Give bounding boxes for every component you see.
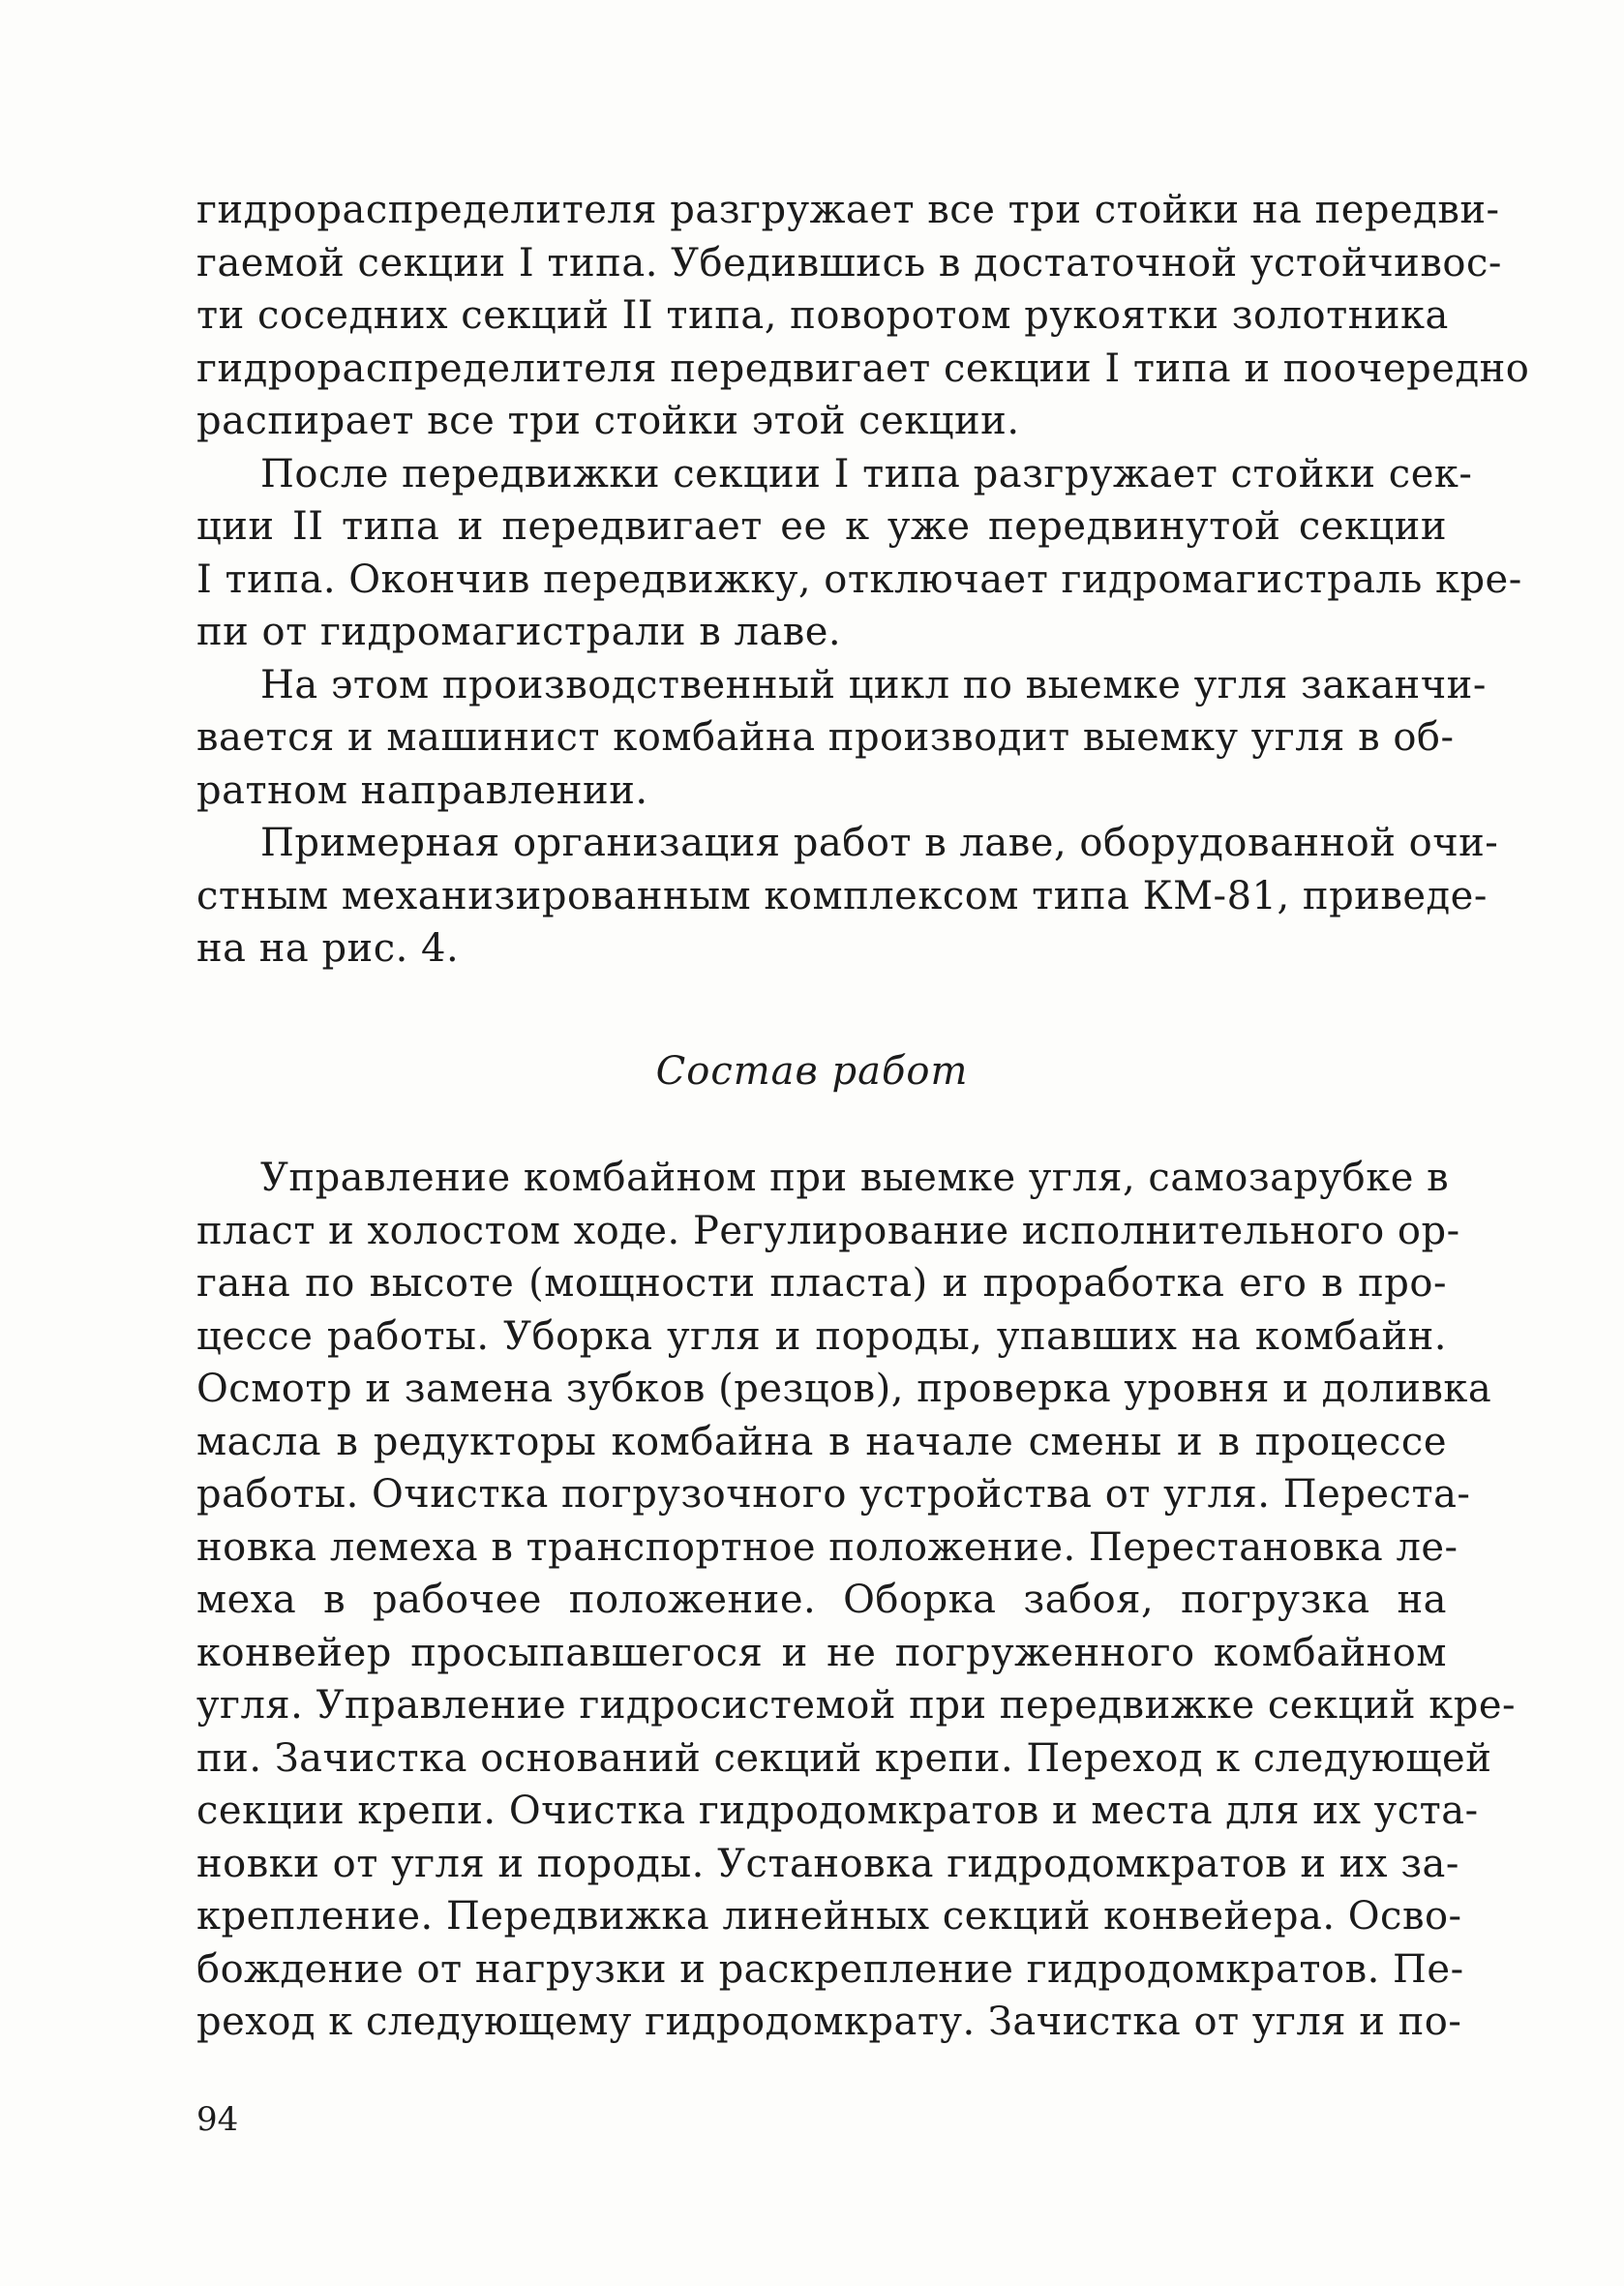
- text-line: секции крепи. Очистка гидродомкратов и места для их уста-: [196, 1789, 1479, 1833]
- text-line: бождение от нагрузки и раскрепление гидродомкратов. Пе-: [196, 1946, 1464, 1992]
- text-line: I типа. Окончив передвижку, отключает гидромагистраль кре-: [196, 556, 1522, 602]
- text-line: пласт и холостом ходе. Регулирование исполнительного ор-: [196, 1208, 1460, 1253]
- text-line: ратном направлении.: [196, 767, 648, 813]
- text-line: ти соседних секций II типа, поворотом рукоятки золотника: [196, 293, 1449, 338]
- text-line: пи. Зачистка оснований секций крепи. Переход к следующей: [196, 1735, 1492, 1781]
- text-line: гана по высоте (мощности пласта) и проработка его в про-: [196, 1261, 1447, 1306]
- text-line: работы. Очистка погрузочного устройства от угля. Переста-: [196, 1472, 1471, 1517]
- text-line: цессе работы. Уборка угля и породы, упавших на комбайн.: [196, 1313, 1447, 1359]
- text-line: реход к следующему гидродомкрату. Зачистка от угля и по-: [196, 2000, 1462, 2044]
- text-line: Примерная организация работ в лаве, оборудованной очи-: [260, 821, 1499, 865]
- text-line: гидрораспределителя передвигает секции I типа и поочередно: [196, 346, 1530, 391]
- text-line: меха в рабочее положение. Оборка забоя, погрузка на: [196, 1578, 1447, 1622]
- body-text-top: [196, 184, 1530, 976]
- text-line: После передвижки секции I типа разгружает стойки сек-: [260, 451, 1473, 496]
- text-line: на на рис. 4.: [196, 926, 460, 971]
- text-line: стным механизированным комплексом типа КМ-81, приведе-: [196, 873, 1488, 918]
- text-line: масла в редукторы комбайна в начале смены и в процессе: [196, 1419, 1447, 1464]
- text-line: Управление комбайном при выемке угля, самозарубке в: [260, 1156, 1450, 1200]
- section-heading: Состав работ: [655, 1049, 969, 1094]
- text-line: гаемой секции I типа. Убедившись в достаточной устойчивос-: [196, 240, 1502, 286]
- body-text-bottom: [196, 1152, 1517, 2049]
- text-line: крепление. Передвижка линейных секций конвейера. Осво-: [196, 1894, 1462, 1939]
- text-line: конвейер просыпавшегося и не погруженного комбайном: [196, 1630, 1447, 1675]
- text-line: новки от угля и породы. Установка гидродомкратов и их за-: [196, 1841, 1459, 1886]
- text-line: Осмотр и замена зубков (резцов), проверка уровня и доливка: [196, 1367, 1492, 1411]
- text-line: ции II типа и передвигает ее к уже передвинутой секции: [196, 504, 1447, 549]
- text-line: вается и машинист комбайна производит выемку угля в об-: [196, 715, 1455, 760]
- text-line: пи от гидромагистрали в лаве.: [196, 610, 842, 654]
- text-line: На этом производственный цикл по выемке угля заканчи-: [260, 662, 1487, 707]
- text-line: новка лемеха в транспортное положение. Перестановка ле-: [196, 1524, 1459, 1570]
- text-line: угля. Управление гидросистемой при передвижке секций кре-: [196, 1683, 1517, 1728]
- page-number: 94: [196, 2100, 239, 2139]
- text-line: распирает все три стойки этой секции.: [196, 399, 1020, 443]
- text-line: гидрораспределителя разгружает все три стойки на передви-: [196, 188, 1500, 232]
